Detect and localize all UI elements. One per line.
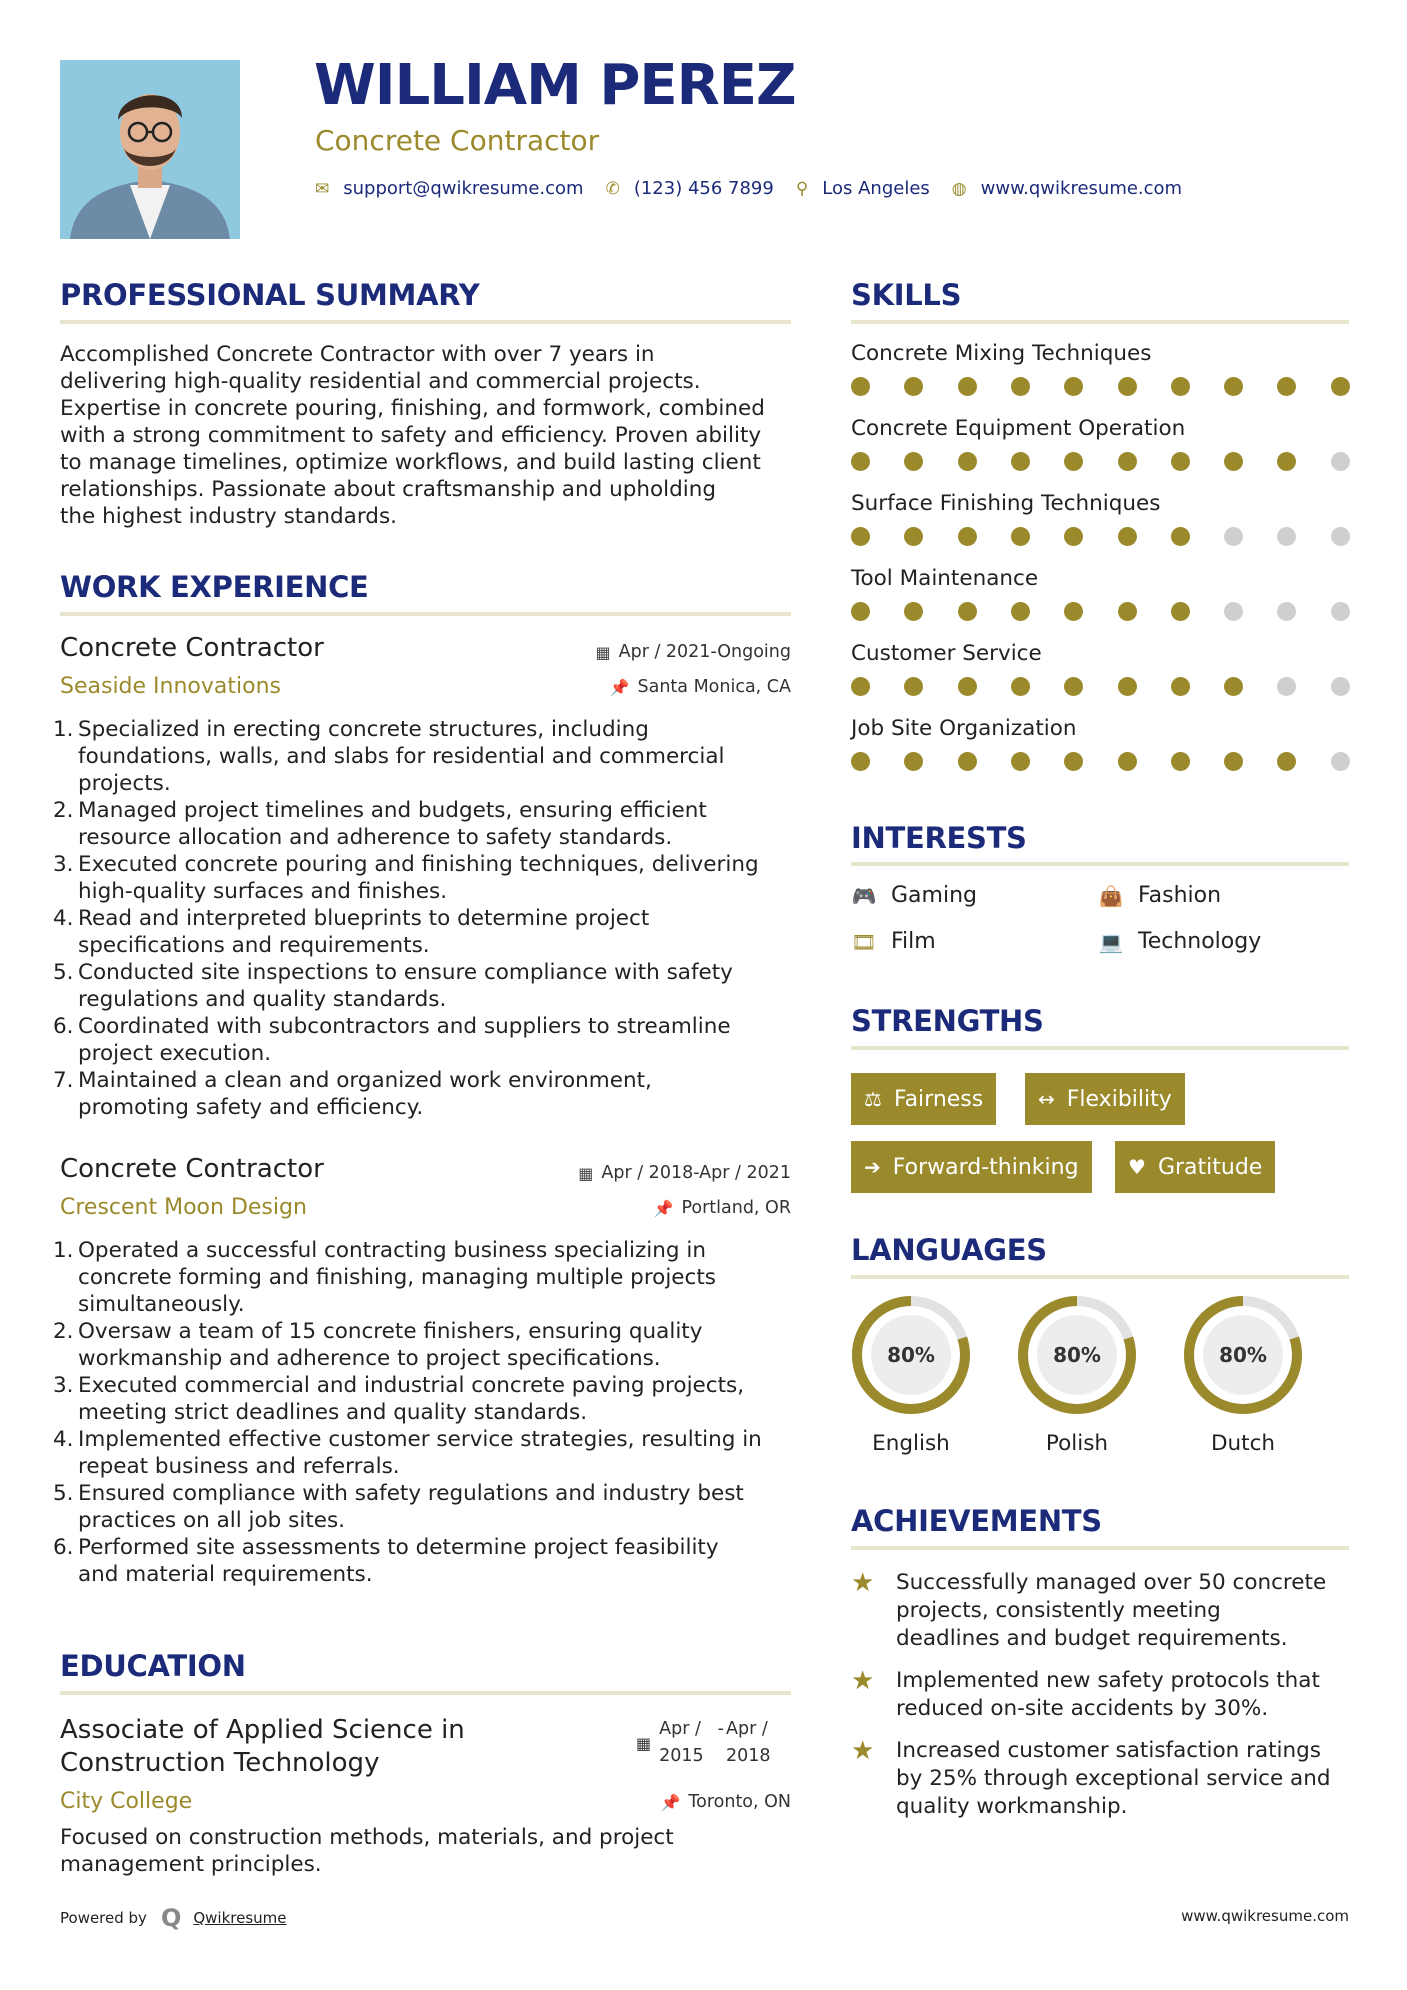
list-item: 4. Implemented effective customer service strategies, resulting in repeat business and referrals. (53, 1427, 762, 1479)
achievement-item: ★ Implemented new safety protocols that reduced on-site accidents by 30%. (851, 1666, 1320, 1721)
film-icon: 🎞 (851, 929, 877, 954)
school-name: City College (60, 1789, 193, 1814)
job-title: Concrete Contractor (60, 1154, 324, 1184)
pushpin-icon: 📌 (609, 677, 630, 697)
job-bullets (53, 1237, 805, 1588)
language-progress-ring (1015, 1293, 1139, 1417)
calendar-icon: ▦ (636, 1734, 652, 1753)
skills-heading: SKILLS (851, 278, 962, 312)
work-divider (60, 612, 791, 616)
rating-dot-filled (1011, 752, 1030, 771)
profile-photo (60, 60, 240, 239)
skill-item (851, 566, 1351, 622)
skill-name: Customer Service (851, 641, 1042, 666)
contact-phone[interactable] (606, 178, 774, 199)
language-name: Polish (1045, 1431, 1109, 1456)
summary-line: to manage timelines, optimize workflows, and build lasting client (60, 450, 761, 475)
list-item: 2. Oversaw a team of 15 concrete finishers, ensuring quality workmanship and adherence to project specifications. (53, 1319, 703, 1371)
company-name: Seaside Innovations (60, 674, 281, 699)
language-percent: 80% (1219, 1343, 1267, 1367)
phone-text[interactable]: (123) 456 7899 (633, 178, 774, 199)
candidate-title: Concrete Contractor (315, 124, 600, 157)
rating-dot-filled (904, 527, 923, 546)
strength-badge-forward-thinking: ➔ Forward-thinking (851, 1141, 1092, 1193)
star-icon: ★ (851, 1736, 875, 1766)
rating-dot-filled (851, 752, 870, 771)
qwikresume-logo-icon: Q (160, 1904, 182, 1932)
rating-dot-filled (851, 452, 870, 471)
strength-badge-gratitude: ♥ Gratitude (1115, 1141, 1275, 1193)
skill-name: Concrete Equipment Operation (851, 416, 1186, 441)
phone-icon: ✆ (605, 178, 620, 199)
rating-dot-filled (1118, 452, 1137, 471)
summary-text (60, 341, 800, 530)
contact-bar (315, 178, 1204, 199)
job-dates (595, 642, 791, 662)
skill-name: Surface Finishing Techniques (851, 491, 1161, 516)
rating-dot-empty (1277, 527, 1296, 546)
contact-email[interactable] (315, 178, 584, 199)
job-bullets (53, 716, 805, 1121)
job-location (610, 677, 791, 697)
footer-url[interactable]: www.qwikresume.com (1181, 1907, 1349, 1925)
language-progress-ring (849, 1293, 973, 1417)
interest-item-technology: 💻 Technology (1098, 929, 1262, 954)
rating-dot-filled (1118, 602, 1137, 621)
skill-name: Job Site Organization (851, 716, 1077, 741)
job-dates-text: Apr / 2021-Ongoing (618, 642, 791, 662)
rating-dot-filled (1064, 752, 1083, 771)
rating-dot-empty (1331, 527, 1350, 546)
star-icon: ★ (851, 1666, 875, 1696)
rating-dot-filled (851, 602, 870, 621)
rating-dot-filled (958, 752, 977, 771)
language-percent: 80% (1053, 1343, 1101, 1367)
summary-heading: PROFESSIONAL SUMMARY (60, 278, 480, 312)
start-date: Apr / 2015 (659, 1719, 704, 1766)
rating-dot-filled (1064, 677, 1083, 696)
skill-name: Concrete Mixing Techniques (851, 341, 1152, 366)
rating-dot-filled (1224, 752, 1243, 771)
language-item (849, 1293, 973, 1456)
rating-dot-filled (1118, 752, 1137, 771)
person-avatar-icon (60, 60, 240, 239)
list-item: 1. Specialized in erecting concrete structures, including foundations, walls, and slabs for residential and commercial projects. (53, 717, 725, 796)
rating-dot-filled (1171, 377, 1190, 396)
education-divider (60, 1691, 791, 1695)
job-location-text: Portland, OR (681, 1198, 791, 1218)
list-item: 5. Conducted site inspections to ensure compliance with safety regulations and quality standards. (53, 960, 733, 1012)
rating-dot-filled (904, 452, 923, 471)
summary-line: delivering high-quality residential and commercial projects. (60, 369, 701, 394)
job-title: Concrete Contractor (60, 633, 324, 663)
achievements-divider (851, 1546, 1349, 1550)
strength-badge-flexibility: ↔ Flexibility (1025, 1073, 1185, 1125)
map-pin-icon: ⚲ (795, 178, 809, 199)
rating-dot-filled (1064, 377, 1083, 396)
pushpin-icon: 📌 (660, 1792, 681, 1812)
rating-dot-empty (1331, 677, 1350, 696)
rating-dot-empty (1331, 452, 1350, 471)
arrow-right-icon: ➔ (864, 1155, 881, 1179)
rating-dot-filled (851, 527, 870, 546)
interests-divider (851, 862, 1349, 866)
rating-dot-filled (958, 527, 977, 546)
achievements-heading: ACHIEVEMENTS (851, 1504, 1102, 1538)
skills-divider (851, 320, 1349, 324)
rating-dot-filled (1171, 677, 1190, 696)
list-item: 3. Executed commercial and industrial concrete paving projects, meeting strict deadlines and quality standards. (53, 1373, 745, 1425)
rating-dot-filled (1118, 677, 1137, 696)
summary-line: Accomplished Concrete Contractor with over 7 years in (60, 342, 655, 367)
list-item: 3. Executed concrete pouring and finishing techniques, delivering high-quality surfaces and finishes. (53, 852, 759, 904)
calendar-icon: ▦ (578, 1163, 594, 1183)
education-location (660, 1792, 791, 1812)
list-item: 5. Ensured compliance with safety regulations and industry best practices on all job sites. (53, 1481, 744, 1533)
skill-item (851, 491, 1351, 547)
skill-item (851, 716, 1351, 772)
summary-divider (60, 320, 791, 324)
summary-line: relationships. Passionate about craftsmanship and upholding (60, 477, 717, 502)
language-name: English (872, 1431, 950, 1456)
strengths-divider (851, 1046, 1349, 1050)
rating-dot-filled (1064, 452, 1083, 471)
footer-powered-by: Powered by Q Qwikresume (60, 1904, 287, 1932)
balance-scale-icon: ⚖ (864, 1087, 882, 1111)
strength-badge-fairness: ⚖ Fairness (851, 1073, 996, 1125)
rating-dot-filled (1331, 377, 1350, 396)
language-item (1181, 1293, 1305, 1456)
website-text[interactable]: www.qwikresume.com (980, 178, 1183, 199)
education-dates (636, 1716, 771, 1770)
gamepad-icon: 🎮 (851, 883, 877, 908)
skill-name: Tool Maintenance (851, 566, 1039, 591)
rating-dot-empty (1331, 602, 1350, 621)
rating-dot-filled (1277, 452, 1296, 471)
rating-dot-filled (1277, 752, 1296, 771)
laptop-icon: 💻 (1098, 929, 1124, 954)
rating-dot-filled (1064, 527, 1083, 546)
contact-location (796, 178, 930, 199)
languages-heading: LANGUAGES (851, 1233, 1047, 1267)
rating-dot-filled (1118, 377, 1137, 396)
star-icon: ★ (851, 1568, 875, 1598)
rating-dot-empty (1224, 527, 1243, 546)
list-item: 7. Maintained a clean and organized work environment, promoting safety and efficiency. (53, 1068, 652, 1120)
rating-dot-filled (1011, 677, 1030, 696)
rating-dot-filled (1224, 677, 1243, 696)
rating-dot-filled (851, 377, 870, 396)
rating-dot-filled (1171, 602, 1190, 621)
location-text: Los Angeles (822, 178, 930, 199)
heart-icon: ♥ (1128, 1155, 1146, 1179)
envelope-icon: ✉ (315, 178, 330, 199)
calendar-icon: ▦ (595, 642, 611, 662)
skill-rating (851, 452, 1351, 472)
summary-line: the highest industry standards. (60, 504, 397, 529)
achievement-item: ★ Increased customer satisfaction ratings by 25% through exceptional service and quality workmanship. (851, 1736, 1331, 1819)
skill-rating (851, 602, 1351, 622)
rating-dot-filled (1011, 527, 1030, 546)
interest-item-film: 🎞 Film (851, 929, 936, 954)
arrows-horizontal-icon: ↔ (1038, 1087, 1055, 1111)
rating-dot-filled (1064, 602, 1083, 621)
pushpin-icon: 📌 (653, 1198, 674, 1218)
languages-divider (851, 1275, 1349, 1279)
summary-line: with a strong commitment to safety and efficiency. Proven ability (60, 423, 762, 448)
rating-dot-filled (904, 602, 923, 621)
summary-line: Expertise in concrete pouring, finishing, and formwork, combined (60, 396, 765, 421)
rating-dot-empty (1277, 677, 1296, 696)
language-item (1015, 1293, 1139, 1456)
end-date: Apr / 2018 (726, 1719, 771, 1766)
shopping-bag-icon: 👜 (1098, 883, 1124, 908)
degree-title: Associate of Applied Science in Construction Technology (60, 1715, 465, 1778)
rating-dot-filled (1277, 377, 1296, 396)
achievement-item: ★ Successfully managed over 50 concrete projects, consistently meeting deadlines and budget requirements. (851, 1568, 1327, 1651)
language-progress-ring (1181, 1293, 1305, 1417)
work-heading: WORK EXPERIENCE (60, 570, 369, 604)
rating-dot-filled (851, 677, 870, 696)
rating-dot-filled (1011, 452, 1030, 471)
interests-heading: INTERESTS (851, 821, 1027, 855)
rating-dot-filled (1171, 752, 1190, 771)
rating-dot-empty (1331, 752, 1350, 771)
rating-dot-filled (904, 377, 923, 396)
skill-rating (851, 377, 1351, 397)
footer-brand-link[interactable]: Qwikresume (193, 1909, 287, 1927)
language-name: Dutch (1210, 1431, 1276, 1456)
job-location (654, 1198, 791, 1218)
rating-dot-filled (1171, 527, 1190, 546)
contact-website[interactable] (952, 178, 1182, 199)
list-item: 6. Coordinated with subcontractors and suppliers to streamline project execution. (53, 1014, 731, 1066)
rating-dot-filled (958, 377, 977, 396)
list-item: 6. Performed site assessments to determine project feasibility and material requirements. (53, 1535, 719, 1587)
rating-dot-filled (1011, 602, 1030, 621)
skill-item (851, 416, 1351, 472)
list-item: 2. Managed project timelines and budgets, ensuring efficient resource allocation and adherence to safety standards. (53, 798, 707, 850)
skill-rating (851, 752, 1351, 772)
rating-dot-filled (1171, 452, 1190, 471)
rating-dot-empty (1224, 602, 1243, 621)
rating-dot-filled (904, 752, 923, 771)
job-dates (578, 1163, 791, 1183)
rating-dot-filled (958, 452, 977, 471)
job-dates-text: Apr / 2018-Apr / 2021 (601, 1163, 791, 1183)
candidate-name: WILLIAM PEREZ (314, 53, 796, 118)
rating-dot-filled (904, 677, 923, 696)
date-dash: - (717, 1719, 724, 1739)
email-text[interactable]: support@qwikresume.com (343, 178, 584, 199)
skill-item (851, 641, 1351, 697)
list-item: 1. Operated a successful contracting business specializing in concrete forming and finishing, managing multiple projects simultaneously. (53, 1238, 716, 1317)
rating-dot-filled (1224, 452, 1243, 471)
globe-icon: ◍ (951, 178, 967, 199)
skill-item (851, 341, 1351, 397)
skill-rating (851, 527, 1351, 547)
education-heading: EDUCATION (60, 1649, 246, 1683)
interest-item-fashion: 👜 Fashion (1098, 883, 1222, 908)
strengths-heading: STRENGTHS (851, 1004, 1044, 1038)
rating-dot-filled (1224, 377, 1243, 396)
job-location-text: Santa Monica, CA (637, 677, 791, 697)
interest-item-gaming: 🎮 Gaming (851, 883, 977, 908)
list-item: 4. Read and interpreted blueprints to determine project specifications and requirements. (53, 906, 650, 958)
rating-dot-filled (1118, 527, 1137, 546)
rating-dot-empty (1277, 602, 1296, 621)
rating-dot-filled (1011, 377, 1030, 396)
rating-dot-filled (958, 677, 977, 696)
skill-rating (851, 677, 1351, 697)
education-description: Focused on construction methods, materials, and project management principles. (60, 1825, 674, 1877)
language-percent: 80% (887, 1343, 935, 1367)
education-location-text: Toronto, ON (688, 1792, 791, 1812)
company-name: Crescent Moon Design (60, 1195, 307, 1220)
rating-dot-filled (958, 602, 977, 621)
